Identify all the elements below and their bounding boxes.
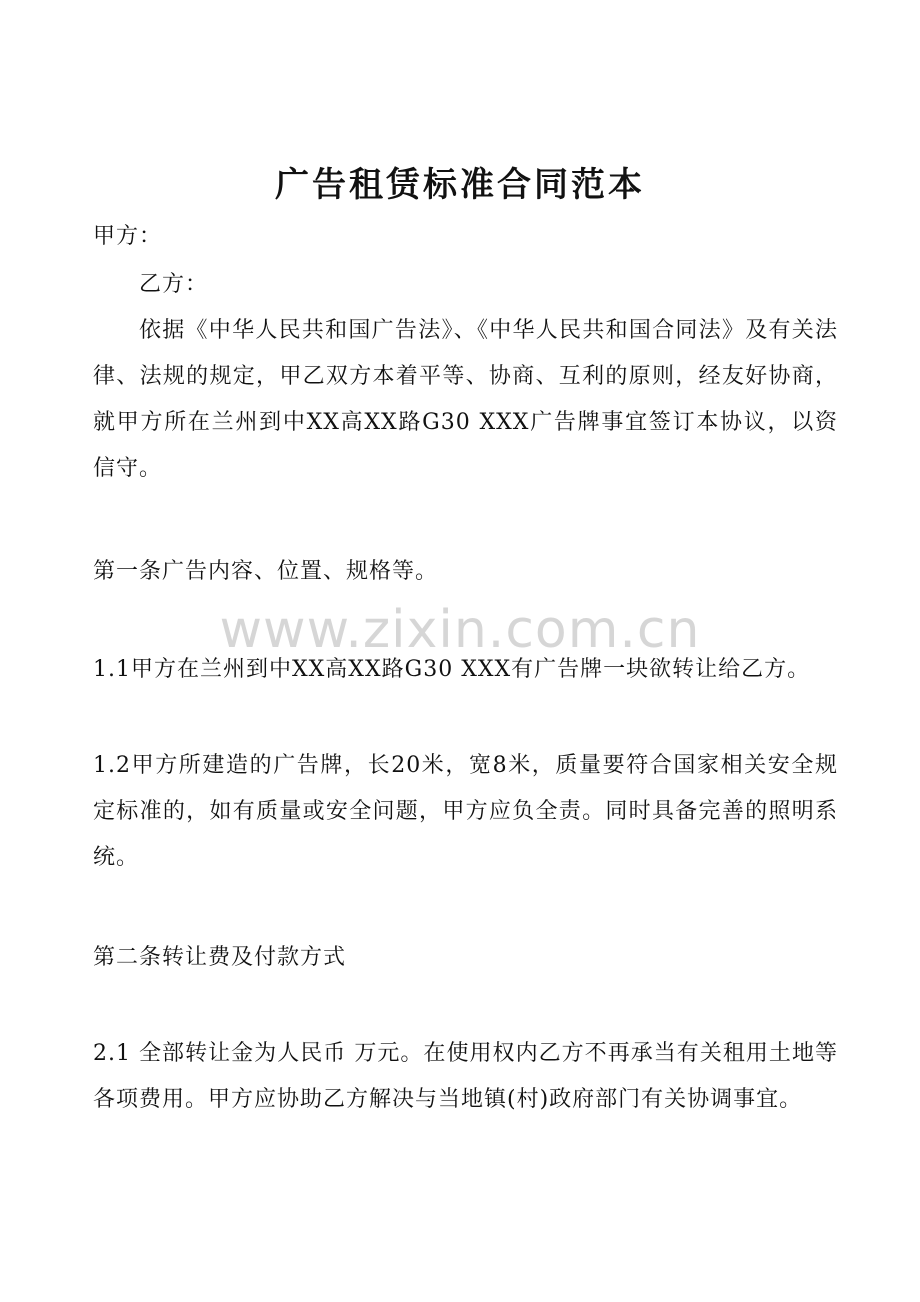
article-2-heading: 第二条转让费及付款方式: [93, 945, 347, 970]
clause-2-1: 2.1 全部转让金为人民币 万元。在使用权内乙方不再承当有关租用土地等各项费用。甲方应协助乙方解决与当地镇(村)政府部门有关协调事宜。: [93, 1041, 838, 1112]
clause-1-1: 1.1甲方在兰州到中XX高XX路G30 XXX有广告牌一块欲转让给乙方。: [93, 657, 811, 682]
document-title: 广告租赁标准合同范本: [275, 165, 645, 205]
preamble-paragraph: 依据《中华人民共和国广告法》、《中华人民共和国合同法》及有关法律、法规的规定，甲乙双方本着平等、协商、互利的原则，经友好协商，就甲方所在兰州到中XX高XX路G30 XXX广告牌事宜签订本协议，以资信守。: [93, 318, 838, 481]
party-a-label: 甲方：: [93, 224, 163, 249]
article-1-heading: 第一条广告内容、位置、规格等。: [93, 559, 439, 584]
party-b-label: 乙方：: [139, 272, 209, 297]
clause-1-2: 1.2甲方所建造的广告牌，长20米，宽8米，质量要符合国家相关安全规定标准的，如有质量或安全问题，甲方应负全责。同时具备完善的照明系统。: [93, 753, 838, 870]
watermark: www.zixin.com.cn: [219, 600, 701, 660]
